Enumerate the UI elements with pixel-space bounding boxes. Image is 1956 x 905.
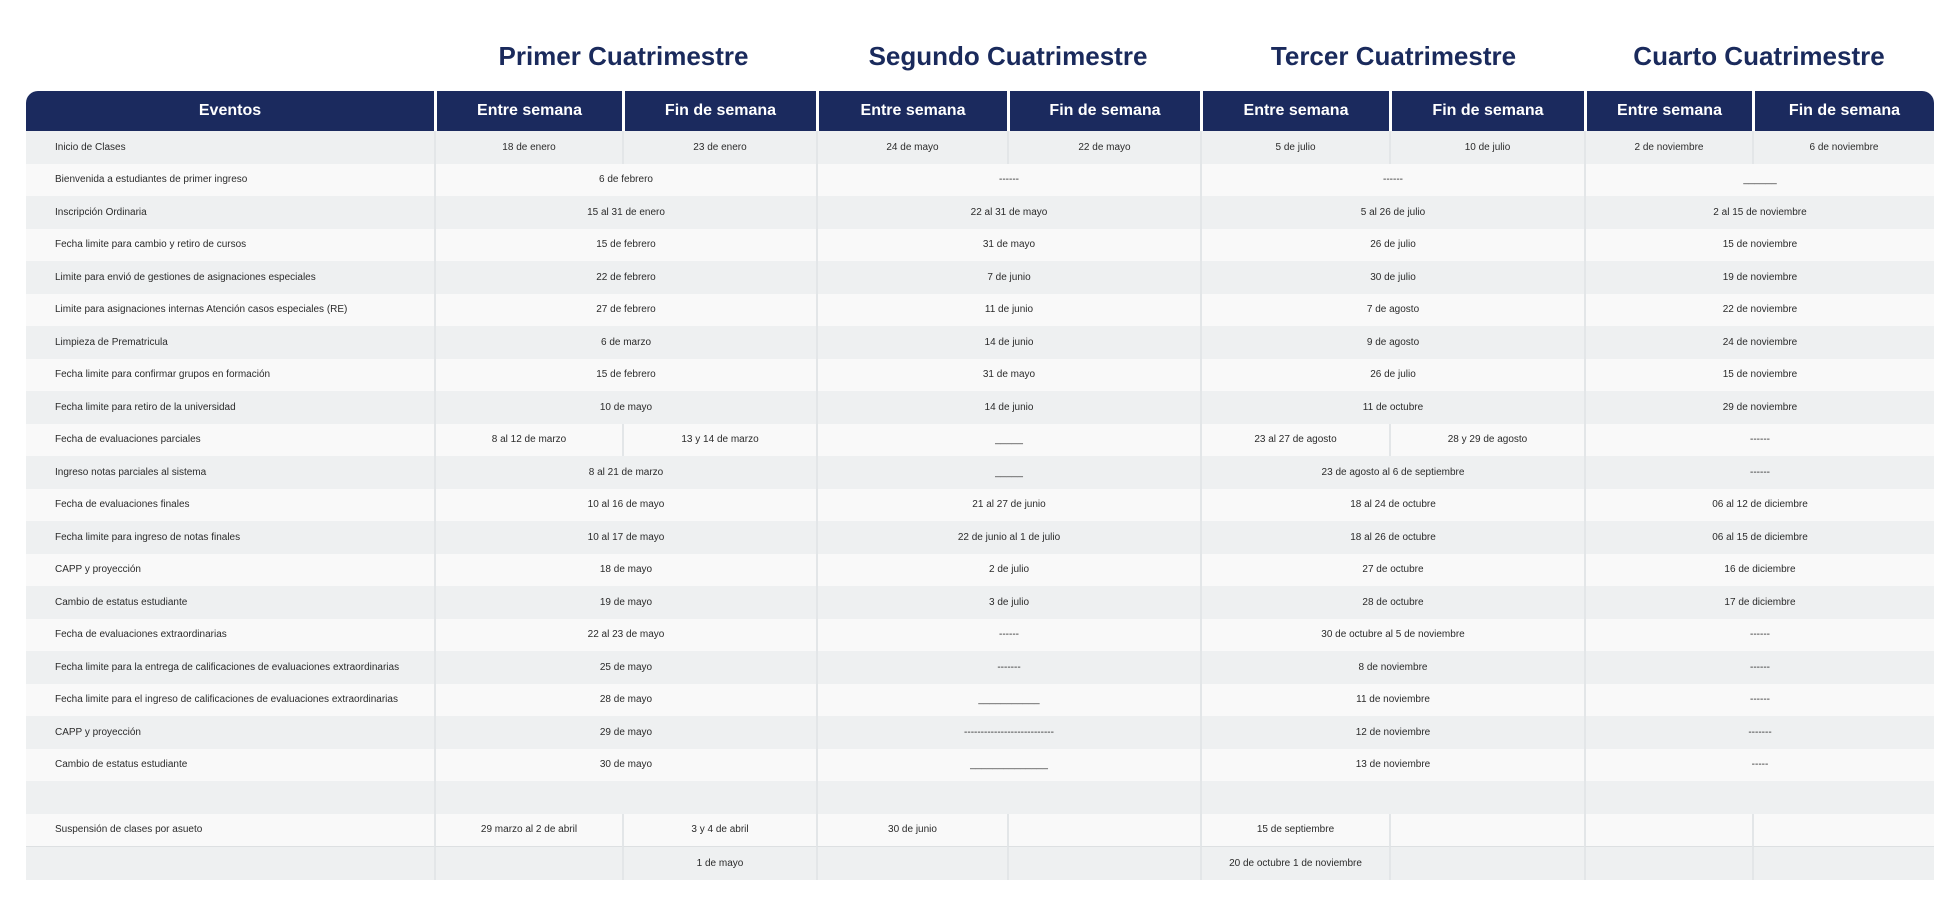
term-date-cell: 22 de febrero (434, 261, 816, 294)
table-row (26, 391, 1934, 424)
term-date-cell: 18 al 24 de octubre (1200, 489, 1584, 522)
term-date-cell: 12 de noviembre (1200, 716, 1584, 749)
weekday-date-cell (1584, 846, 1752, 880)
term-titles (0, 34, 1956, 78)
weekday-header: Entre semana (1200, 91, 1389, 131)
term-date-cell: 10 al 16 de mayo (434, 489, 816, 522)
term-date-cell: 19 de mayo (434, 586, 816, 619)
weekday-date-cell: 24 de mayo (816, 131, 1007, 164)
weekend-date-cell (1389, 814, 1584, 847)
weekend-header: Fin de semana (1007, 91, 1200, 131)
term-date-cell: 26 de julio (1200, 359, 1584, 392)
weekday-header: Entre semana (434, 91, 622, 131)
weekday-date-cell: 8 al 12 de marzo (434, 424, 622, 457)
term-date-cell: 27 de febrero (434, 294, 816, 327)
term-date-cell: 11 de noviembre (1200, 684, 1584, 717)
term-date-cell: ------ (1584, 684, 1934, 717)
table-row (26, 619, 1934, 652)
term-date-cell: 15 de noviembre (1584, 229, 1934, 262)
term-date-cell: 27 de octubre (1200, 554, 1584, 587)
weekend-date-cell: 6 de noviembre (1752, 131, 1934, 164)
term-date-cell: 8 de noviembre (1200, 651, 1584, 684)
event-name-cell: Fecha limite para el ingreso de calificaciones de evaluaciones extraordinarias (26, 684, 434, 717)
weekend-date-cell: 10 de julio (1389, 131, 1584, 164)
term-date-cell: 29 de mayo (434, 716, 816, 749)
term-date-cell: ------ (1200, 164, 1584, 197)
term-date-cell: ___________ (816, 684, 1200, 717)
event-name-cell: Fecha limite para la entrega de calificaciones de evaluaciones extraordinarias (26, 651, 434, 684)
event-name-cell (26, 781, 434, 814)
term-date-cell: ------ (816, 619, 1200, 652)
table-row (26, 684, 1934, 717)
weekday-date-cell: 29 marzo al 2 de abril (434, 814, 622, 847)
table-row (26, 651, 1934, 684)
table-row (26, 131, 1934, 164)
term-date-cell: 8 al 21 de marzo (434, 456, 816, 489)
weekend-date-cell (1389, 846, 1584, 880)
table-row (26, 326, 1934, 359)
term-date-cell: 22 de noviembre (1584, 294, 1934, 327)
term-date-cell: --------------------------- (816, 716, 1200, 749)
table-row (26, 814, 1934, 847)
table-row (26, 554, 1934, 587)
term-date-cell: 2 al 15 de noviembre (1584, 196, 1934, 229)
term-date-cell: 15 al 31 de enero (434, 196, 816, 229)
term-date-cell: _____ (816, 456, 1200, 489)
table-row (26, 294, 1934, 327)
event-name-cell: Limite para asignaciones internas Atención casos especiales (RE) (26, 294, 434, 327)
weekday-date-cell (816, 846, 1007, 880)
table-header-row (26, 91, 1934, 131)
term-date-cell (434, 781, 816, 814)
term-date-cell: ------ (1584, 651, 1934, 684)
event-name-cell: Fecha de evaluaciones finales (26, 489, 434, 522)
event-name-cell: Limite para envió de gestiones de asignaciones especiales (26, 261, 434, 294)
table-row (26, 424, 1934, 457)
table-row (26, 456, 1934, 489)
table-row (26, 749, 1934, 782)
term-title-2: Segundo Cuatrimestre (868, 41, 1148, 71)
term-title-4: Cuarto Cuatrimestre (1633, 41, 1885, 71)
term-date-cell: 15 de febrero (434, 229, 816, 262)
table-row (26, 521, 1934, 554)
table-row (26, 781, 1934, 814)
term-date-cell: 10 de mayo (434, 391, 816, 424)
term-date-cell: ______________ (816, 749, 1200, 782)
term-date-cell (1584, 781, 1934, 814)
term-title-1: Primer Cuatrimestre (498, 41, 749, 71)
event-name-cell: Fecha limite para cambio y retiro de cursos (26, 229, 434, 262)
term-date-cell: ------ (1584, 619, 1934, 652)
weekend-header: Fin de semana (622, 91, 816, 131)
event-name-cell: CAPP y proyección (26, 716, 434, 749)
term-date-cell: ------ (1584, 456, 1934, 489)
event-name-cell: Suspensión de clases por asueto (26, 814, 434, 847)
term-date-cell: 14 de junio (816, 391, 1200, 424)
term-date-cell: 28 de mayo (434, 684, 816, 717)
table-row (26, 586, 1934, 619)
weekend-date-cell (1007, 814, 1200, 847)
term-date-cell: 28 de octubre (1200, 586, 1584, 619)
weekday-date-cell: 5 de julio (1200, 131, 1389, 164)
term-date-cell (1200, 781, 1584, 814)
term-date-cell: 30 de octubre al 5 de noviembre (1200, 619, 1584, 652)
term-date-cell: ----- (1584, 749, 1934, 782)
table-row (26, 489, 1934, 522)
term-title-3: Tercer Cuatrimestre (1270, 41, 1517, 71)
term-date-cell: 6 de marzo (434, 326, 816, 359)
term-date-cell: 3 de julio (816, 586, 1200, 619)
event-name-cell: Limpieza de Prematricula (26, 326, 434, 359)
table-row (26, 261, 1934, 294)
term-date-cell: 13 de noviembre (1200, 749, 1584, 782)
event-name-cell: Cambio de estatus estudiante (26, 749, 434, 782)
weekend-date-cell: 13 y 14 de marzo (622, 424, 816, 457)
term-date-cell: 14 de junio (816, 326, 1200, 359)
term-date-cell: 19 de noviembre (1584, 261, 1934, 294)
term-date-cell: 06 al 15 de diciembre (1584, 521, 1934, 554)
term-date-cell: 5 al 26 de julio (1200, 196, 1584, 229)
event-name-cell: Bienvenida a estudiantes de primer ingreso (26, 164, 434, 197)
term-date-cell: ------ (816, 164, 1200, 197)
term-date-cell: ______ (1584, 164, 1934, 197)
weekday-date-cell: 30 de junio (816, 814, 1007, 847)
term-date-cell: 25 de mayo (434, 651, 816, 684)
table-row (26, 716, 1934, 749)
term-date-cell: 16 de diciembre (1584, 554, 1934, 587)
weekday-date-cell: 2 de noviembre (1584, 131, 1752, 164)
term-date-cell: 7 de junio (816, 261, 1200, 294)
weekday-date-cell: 20 de octubre 1 de noviembre (1200, 846, 1389, 880)
weekday-header: Entre semana (816, 91, 1007, 131)
term-date-cell: 31 de mayo (816, 229, 1200, 262)
term-date-cell: ------- (816, 651, 1200, 684)
term-date-cell: 17 de diciembre (1584, 586, 1934, 619)
event-name-cell: Cambio de estatus estudiante (26, 586, 434, 619)
weekday-date-cell (1584, 814, 1752, 847)
term-date-cell: 23 de agosto al 6 de septiembre (1200, 456, 1584, 489)
term-date-cell (816, 781, 1200, 814)
weekday-header: Entre semana (1584, 91, 1752, 131)
table-row (26, 229, 1934, 262)
term-date-cell: 7 de agosto (1200, 294, 1584, 327)
term-date-cell: 11 de junio (816, 294, 1200, 327)
event-name-cell: CAPP y proyección (26, 554, 434, 587)
term-date-cell: 24 de noviembre (1584, 326, 1934, 359)
term-date-cell: 22 al 31 de mayo (816, 196, 1200, 229)
weekend-date-cell (1007, 846, 1200, 880)
weekday-date-cell: 23 al 27 de agosto (1200, 424, 1389, 457)
term-date-cell: 31 de mayo (816, 359, 1200, 392)
event-name-cell: Fecha de evaluaciones parciales (26, 424, 434, 457)
term-date-cell: 15 de noviembre (1584, 359, 1934, 392)
event-name-cell: Inscripción Ordinaria (26, 196, 434, 229)
weekend-date-cell: 23 de enero (622, 131, 816, 164)
weekend-header: Fin de semana (1752, 91, 1934, 131)
term-date-cell: ------ (1584, 424, 1934, 457)
event-name-cell: Fecha de evaluaciones extraordinarias (26, 619, 434, 652)
term-date-cell: 9 de agosto (1200, 326, 1584, 359)
weekday-date-cell: 18 de enero (434, 131, 622, 164)
event-name-cell: Inicio de Clases (26, 131, 434, 164)
term-date-cell: 06 al 12 de diciembre (1584, 489, 1934, 522)
term-date-cell: 18 al 26 de octubre (1200, 521, 1584, 554)
term-date-cell: 21 al 27 de junio (816, 489, 1200, 522)
weekend-date-cell: 22 de mayo (1007, 131, 1200, 164)
table-row (26, 196, 1934, 229)
term-date-cell: 15 de febrero (434, 359, 816, 392)
calendar-table (26, 91, 1934, 880)
term-date-cell: 30 de mayo (434, 749, 816, 782)
term-date-cell: 26 de julio (1200, 229, 1584, 262)
term-date-cell: 29 de noviembre (1584, 391, 1934, 424)
calendar-body (26, 131, 1934, 880)
term-date-cell: 22 de junio al 1 de julio (816, 521, 1200, 554)
weekend-date-cell: 3 y 4 de abril (622, 814, 816, 847)
weekend-header: Fin de semana (1389, 91, 1584, 131)
table-row (26, 164, 1934, 197)
weekday-date-cell: 15 de septiembre (1200, 814, 1389, 847)
term-date-cell: 18 de mayo (434, 554, 816, 587)
term-date-cell: 2 de julio (816, 554, 1200, 587)
event-name-cell: Fecha limite para ingreso de notas finales (26, 521, 434, 554)
term-date-cell: 10 al 17 de mayo (434, 521, 816, 554)
table-row (26, 359, 1934, 392)
weekday-date-cell (434, 846, 622, 880)
event-name-cell: Fecha limite para retiro de la universidad (26, 391, 434, 424)
event-name-cell: Fecha limite para confirmar grupos en formación (26, 359, 434, 392)
term-date-cell: 11 de octubre (1200, 391, 1584, 424)
event-name-cell (26, 846, 434, 880)
weekend-date-cell (1752, 814, 1934, 847)
term-date-cell: 6 de febrero (434, 164, 816, 197)
event-name-cell: Ingreso notas parciales al sistema (26, 456, 434, 489)
weekend-date-cell: 28 y 29 de agosto (1389, 424, 1584, 457)
table-row (26, 846, 1934, 880)
events-header: Eventos (26, 91, 434, 131)
term-date-cell: 30 de julio (1200, 261, 1584, 294)
weekend-date-cell: 1 de mayo (622, 846, 816, 880)
term-date-cell: ------- (1584, 716, 1934, 749)
term-date-cell: _____ (816, 424, 1200, 457)
term-date-cell: 22 al 23 de mayo (434, 619, 816, 652)
weekend-date-cell (1752, 846, 1934, 880)
